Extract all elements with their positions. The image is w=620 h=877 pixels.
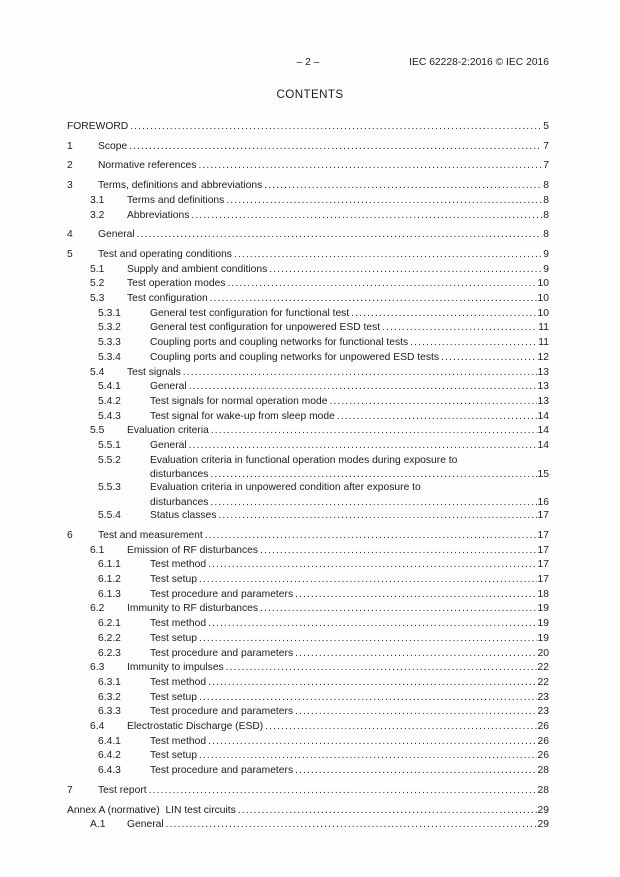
toc-entry-page: 8: [543, 229, 549, 241]
toc-entry: [67, 454, 549, 469]
toc-entry-page: 23: [537, 691, 549, 703]
toc-entry-number: 3: [67, 180, 73, 192]
toc-entry-page: 19: [537, 618, 549, 630]
toc-entry-title: Test signals: [127, 366, 181, 378]
toc-entry-number: 3.1: [90, 194, 105, 206]
toc-entry-title: Test and measurement: [98, 529, 203, 541]
toc-entry-title: Test procedure and parameters: [150, 765, 294, 777]
toc-entry: [67, 277, 549, 292]
toc-entry-number: 6.2.1: [98, 618, 121, 630]
toc-entry-number: A.1: [90, 819, 106, 831]
toc-leader-dots: [205, 529, 537, 544]
toc-entry-number: 6.4: [90, 721, 105, 733]
toc-entry-title: Immunity to impulses: [127, 662, 224, 674]
toc-entry: [67, 529, 549, 544]
toc-entry: [67, 292, 549, 307]
toc-entry: [67, 395, 549, 410]
toc-leader-dots: [260, 544, 536, 559]
toc-entry-page: 22: [537, 676, 549, 688]
toc-entry-title: Normative references: [98, 160, 197, 172]
toc-entry: [67, 735, 549, 750]
toc-entry-title: Test setup: [150, 573, 197, 585]
toc-leader-dots: [183, 366, 537, 381]
toc-entry-page: 15: [537, 469, 549, 481]
toc-leader-dots: [130, 120, 542, 135]
toc-entry-number: 6.4.1: [98, 735, 121, 747]
toc-entry: [67, 424, 549, 439]
toc-leader-dots: [211, 424, 537, 439]
toc-entry-title: Annex A (normative) LIN test circuits: [67, 804, 236, 816]
toc-leader-dots: [198, 159, 542, 174]
toc-entry: [67, 321, 549, 336]
toc-entry: [67, 661, 549, 676]
toc-entry-page: 14: [537, 410, 549, 422]
toc-entry-number: 5.4.3: [98, 410, 121, 422]
toc-entry-title: Test signal for wake-up from sleep mode: [150, 410, 335, 422]
toc-entry-number: 5.3.4: [98, 351, 121, 363]
toc-leader-dots: [199, 632, 537, 647]
toc-entry-number: 5.3: [90, 293, 105, 305]
toc-leader-dots: [208, 617, 536, 632]
toc-entry-number: 2: [67, 160, 73, 172]
toc-entry-title: Emission of RF disturbances: [127, 544, 259, 556]
toc-entry-title: Test operation modes: [127, 278, 226, 290]
toc-entry-title: Test procedure and parameters: [150, 706, 294, 718]
toc-entry-title: General: [98, 229, 135, 241]
toc-entry-number: 5: [67, 248, 73, 260]
toc-entry-page: 29: [537, 804, 549, 816]
toc-leader-dots: [166, 818, 537, 833]
toc-entry-number: 6.2.3: [98, 647, 121, 659]
toc-entry-title: Test method: [150, 676, 207, 688]
toc-leader-dots: [199, 691, 537, 706]
toc-list: [67, 120, 549, 833]
toc-entry-page: 26: [537, 735, 549, 747]
toc-entry: [67, 120, 549, 135]
toc-entry-page: 14: [537, 440, 549, 452]
toc-entry-page: 26: [537, 750, 549, 762]
toc-entry: [67, 764, 549, 779]
toc-entry-page: 28: [537, 784, 549, 796]
toc-leader-dots: [137, 228, 543, 243]
toc-entry: [67, 366, 549, 381]
toc-leader-dots: [199, 573, 537, 588]
toc-entry-title: Test method: [150, 559, 207, 571]
toc-entry-number: 5.5.1: [98, 440, 121, 452]
toc-leader-dots: [295, 705, 536, 720]
toc-leader-dots: [265, 720, 536, 735]
toc-leader-dots: [227, 277, 536, 292]
toc-entry: [67, 602, 549, 617]
toc-entry-title: Status classes: [150, 510, 217, 522]
toc-entry-page: 5: [543, 121, 549, 132]
toc-entry-number: 6.4.2: [98, 750, 121, 762]
toc-entry: [67, 194, 549, 209]
toc-entry-title: Test configuration: [127, 293, 208, 305]
toc-entry-page: 16: [537, 497, 549, 509]
toc-entry-page: 22: [537, 662, 549, 674]
toc-leader-dots: [351, 307, 536, 322]
toc-entry: [67, 179, 549, 194]
toc-entry-title: Evaluation criteria: [127, 425, 209, 437]
toc-entry-page: 17: [537, 559, 549, 571]
toc-entry-number: 6.3: [90, 662, 105, 674]
toc-entry-page: 19: [537, 603, 549, 615]
toc-entry-title: General: [150, 381, 187, 393]
toc-entry: [67, 784, 549, 799]
toc-entry-number: 5.5.3: [98, 482, 121, 494]
toc-leader-dots: [189, 380, 537, 395]
toc-entry-page: 9: [543, 248, 549, 260]
toc-entry-title: Evaluation criteria in functional operation modes during exposure to: [150, 454, 458, 466]
toc-entry-number: 5.4: [90, 366, 105, 378]
toc-entry-page: 8: [543, 180, 549, 192]
toc-entry: [67, 749, 549, 764]
toc-entry-page: 12: [537, 351, 549, 363]
toc-entry-number: 6.2.2: [98, 632, 121, 644]
toc-entry: [67, 380, 549, 395]
toc-leader-dots: [129, 140, 542, 155]
toc-leader-dots: [295, 588, 536, 603]
toc-entry: [67, 509, 549, 524]
toc-entry-page: 20: [537, 647, 549, 659]
toc-entry-page: 13: [537, 366, 549, 378]
toc-entry-number: 6.3.3: [98, 706, 121, 718]
toc-leader-dots: [410, 336, 537, 351]
toc-entry-number: 6.3.2: [98, 691, 121, 703]
toc-entry-title: Test signals for normal operation mode: [150, 395, 328, 407]
toc-entry-number: 1: [67, 140, 73, 152]
toc-entry-title: General: [127, 819, 164, 831]
toc-entry: [67, 263, 549, 278]
toc-leader-dots: [210, 468, 536, 481]
toc-entry-number: 5.3.2: [98, 322, 121, 334]
toc-entry-page: 18: [537, 588, 549, 600]
toc-entry-page: 8: [543, 194, 549, 206]
toc-entry: [67, 307, 549, 322]
toc-leader-dots: [295, 764, 536, 779]
toc-entry: [67, 818, 549, 833]
toc-leader-dots: [226, 194, 542, 209]
toc-entry-page: 26: [537, 721, 549, 733]
toc-leader-dots: [295, 647, 536, 662]
toc-entry-number: 5.3.1: [98, 307, 121, 319]
toc-entry: [67, 617, 549, 632]
toc-entry: [67, 336, 549, 351]
toc-entry-title: Electrostatic Discharge (ESD): [127, 721, 264, 733]
toc-entry-title: Coupling ports and coupling networks for unpowered ESD tests: [150, 351, 440, 363]
toc-entry-title: Test setup: [150, 691, 197, 703]
toc-entry-number: 6.3.1: [98, 676, 121, 688]
toc-entry-number: 6.1.2: [98, 573, 121, 585]
toc-entry: [67, 410, 549, 425]
toc-entry-page: 7: [543, 160, 549, 172]
toc-entry: [67, 647, 549, 662]
toc-entry-page: 23: [537, 706, 549, 718]
toc-entry-number: 5.4.2: [98, 395, 121, 407]
contents-title: CONTENTS: [276, 88, 344, 101]
toc-leader-dots: [210, 292, 537, 307]
toc-entry-number: 6: [67, 529, 73, 541]
toc-leader-dots: [260, 602, 536, 617]
toc-entry-page: 19: [537, 632, 549, 644]
toc-leader-dots: [337, 410, 537, 425]
toc-entry-number: 5.1: [90, 263, 105, 275]
toc-entry: [67, 804, 549, 819]
toc-entry-page: 14: [537, 425, 549, 437]
toc-leader-dots: [226, 661, 537, 676]
toc-entry: [67, 691, 549, 706]
toc-entry-number: 5.2: [90, 278, 105, 290]
toc-entry-page: 8: [543, 209, 549, 221]
toc-entry: [67, 544, 549, 559]
toc-entry-title: Terms and definitions: [127, 194, 225, 206]
toc-entry-number: 5.4.1: [98, 381, 121, 393]
toc-leader-dots: [199, 749, 537, 764]
toc-entry-page: 13: [537, 381, 549, 393]
toc-entry: [67, 705, 549, 720]
toc-entry: [67, 439, 549, 454]
toc-leader-dots: [264, 179, 542, 194]
toc-entry-number: 6.2: [90, 603, 105, 615]
toc-leader-dots: [208, 735, 536, 750]
toc-leader-dots: [269, 263, 542, 278]
toc-entry-title: General: [150, 440, 187, 452]
toc-entry-page: 17: [537, 573, 549, 585]
toc-entry-page: 13: [537, 395, 549, 407]
toc-entry: [67, 496, 549, 509]
toc-entry: [67, 720, 549, 735]
toc-entry: [67, 632, 549, 647]
toc-leader-dots: [210, 496, 536, 509]
page-header: [67, 57, 549, 71]
toc-entry: [67, 209, 549, 224]
toc-entry-title: General test configuration for unpowered ESD test: [150, 322, 381, 334]
toc-entry-title: Scope: [98, 140, 128, 152]
toc-entry-page: 7: [543, 140, 549, 152]
toc-leader-dots: [191, 209, 542, 224]
document-reference: IEC 62228-2:2016 © IEC 2016: [409, 57, 549, 68]
toc-entry-title: Test method: [150, 618, 207, 630]
toc-entry: [67, 468, 549, 481]
toc-entry-number: 5.5.2: [98, 454, 121, 466]
toc-entry-title: disturbances: [150, 469, 209, 481]
toc-leader-dots: [218, 509, 536, 524]
page-number-label: – 2 –: [296, 57, 320, 68]
toc-entry: [67, 248, 549, 263]
toc-entry-page: 10: [537, 307, 549, 319]
toc-entry-title: Coupling ports and coupling networks for functional tests: [150, 337, 409, 349]
toc-leader-dots: [208, 676, 536, 691]
toc-entry: [67, 573, 549, 588]
toc-entry-number: 5.3.3: [98, 337, 121, 349]
toc-entry-number: 5.5.4: [98, 510, 121, 522]
toc-entry: [67, 481, 549, 496]
toc-entry-page: 9: [543, 263, 549, 275]
toc-entry-title: General test configuration for functional test: [150, 307, 350, 319]
toc-leader-dots: [238, 804, 537, 819]
toc-entry-page: 17: [537, 510, 549, 522]
toc-leader-dots: [234, 248, 542, 263]
toc-entry-page: 11: [538, 337, 549, 349]
toc-entry-number: 4: [67, 229, 73, 241]
toc-entry-title: Supply and ambient conditions: [127, 263, 268, 275]
toc-entry-title: Test procedure and parameters: [150, 588, 294, 600]
toc-leader-dots: [149, 784, 537, 799]
toc-entry: [67, 351, 549, 366]
toc-entry-title: disturbances: [150, 497, 209, 509]
toc-entry: [67, 140, 549, 155]
toc-entry-page: 17: [537, 544, 549, 556]
toc-entry-number: 6.1: [90, 544, 105, 556]
toc-entry-number: 5.5: [90, 425, 105, 437]
toc-entry: [67, 588, 549, 603]
toc-entry-page: 29: [537, 819, 549, 831]
toc-entry-number: 3.2: [90, 209, 105, 221]
toc-entry-title: Immunity to RF disturbances: [127, 603, 259, 615]
toc-entry: [67, 228, 549, 243]
toc-entry-number: 7: [67, 784, 73, 796]
toc-entry-page: 11: [538, 322, 549, 334]
toc-entry-number: 6.1.3: [98, 588, 121, 600]
toc-entry: [67, 676, 549, 691]
toc-entry: [67, 159, 549, 174]
toc-entry-title: Test setup: [150, 632, 197, 644]
toc-entry-title: Test and operating conditions: [98, 248, 232, 260]
toc-entry-page: 17: [537, 529, 549, 541]
toc-entry-title: Evaluation criteria in unpowered condition after exposure to: [150, 482, 421, 494]
toc-leader-dots: [441, 351, 536, 366]
toc-leader-dots: [382, 321, 537, 336]
toc-entry-title: Test method: [150, 735, 207, 747]
toc-entry: [67, 558, 549, 573]
toc-entry-title: Terms, definitions and abbreviations: [98, 180, 263, 192]
toc-leader-dots: [208, 558, 536, 573]
toc-entry-title: FOREWORD: [67, 121, 129, 132]
toc-entry-title: Test report: [98, 784, 147, 796]
toc-entry-page: 10: [537, 293, 549, 305]
toc-entry-title: Test setup: [150, 750, 197, 762]
toc-entry-page: 28: [537, 765, 549, 777]
toc-entry-number: 6.4.3: [98, 765, 121, 777]
toc-entry-title: Abbreviations: [127, 209, 190, 221]
toc-leader-dots: [189, 439, 537, 454]
toc-entry-title: Test procedure and parameters: [150, 647, 294, 659]
toc-leader-dots: [329, 395, 536, 410]
toc-entry-number: 6.1.1: [98, 559, 121, 571]
toc-entry-page: 10: [537, 278, 549, 290]
